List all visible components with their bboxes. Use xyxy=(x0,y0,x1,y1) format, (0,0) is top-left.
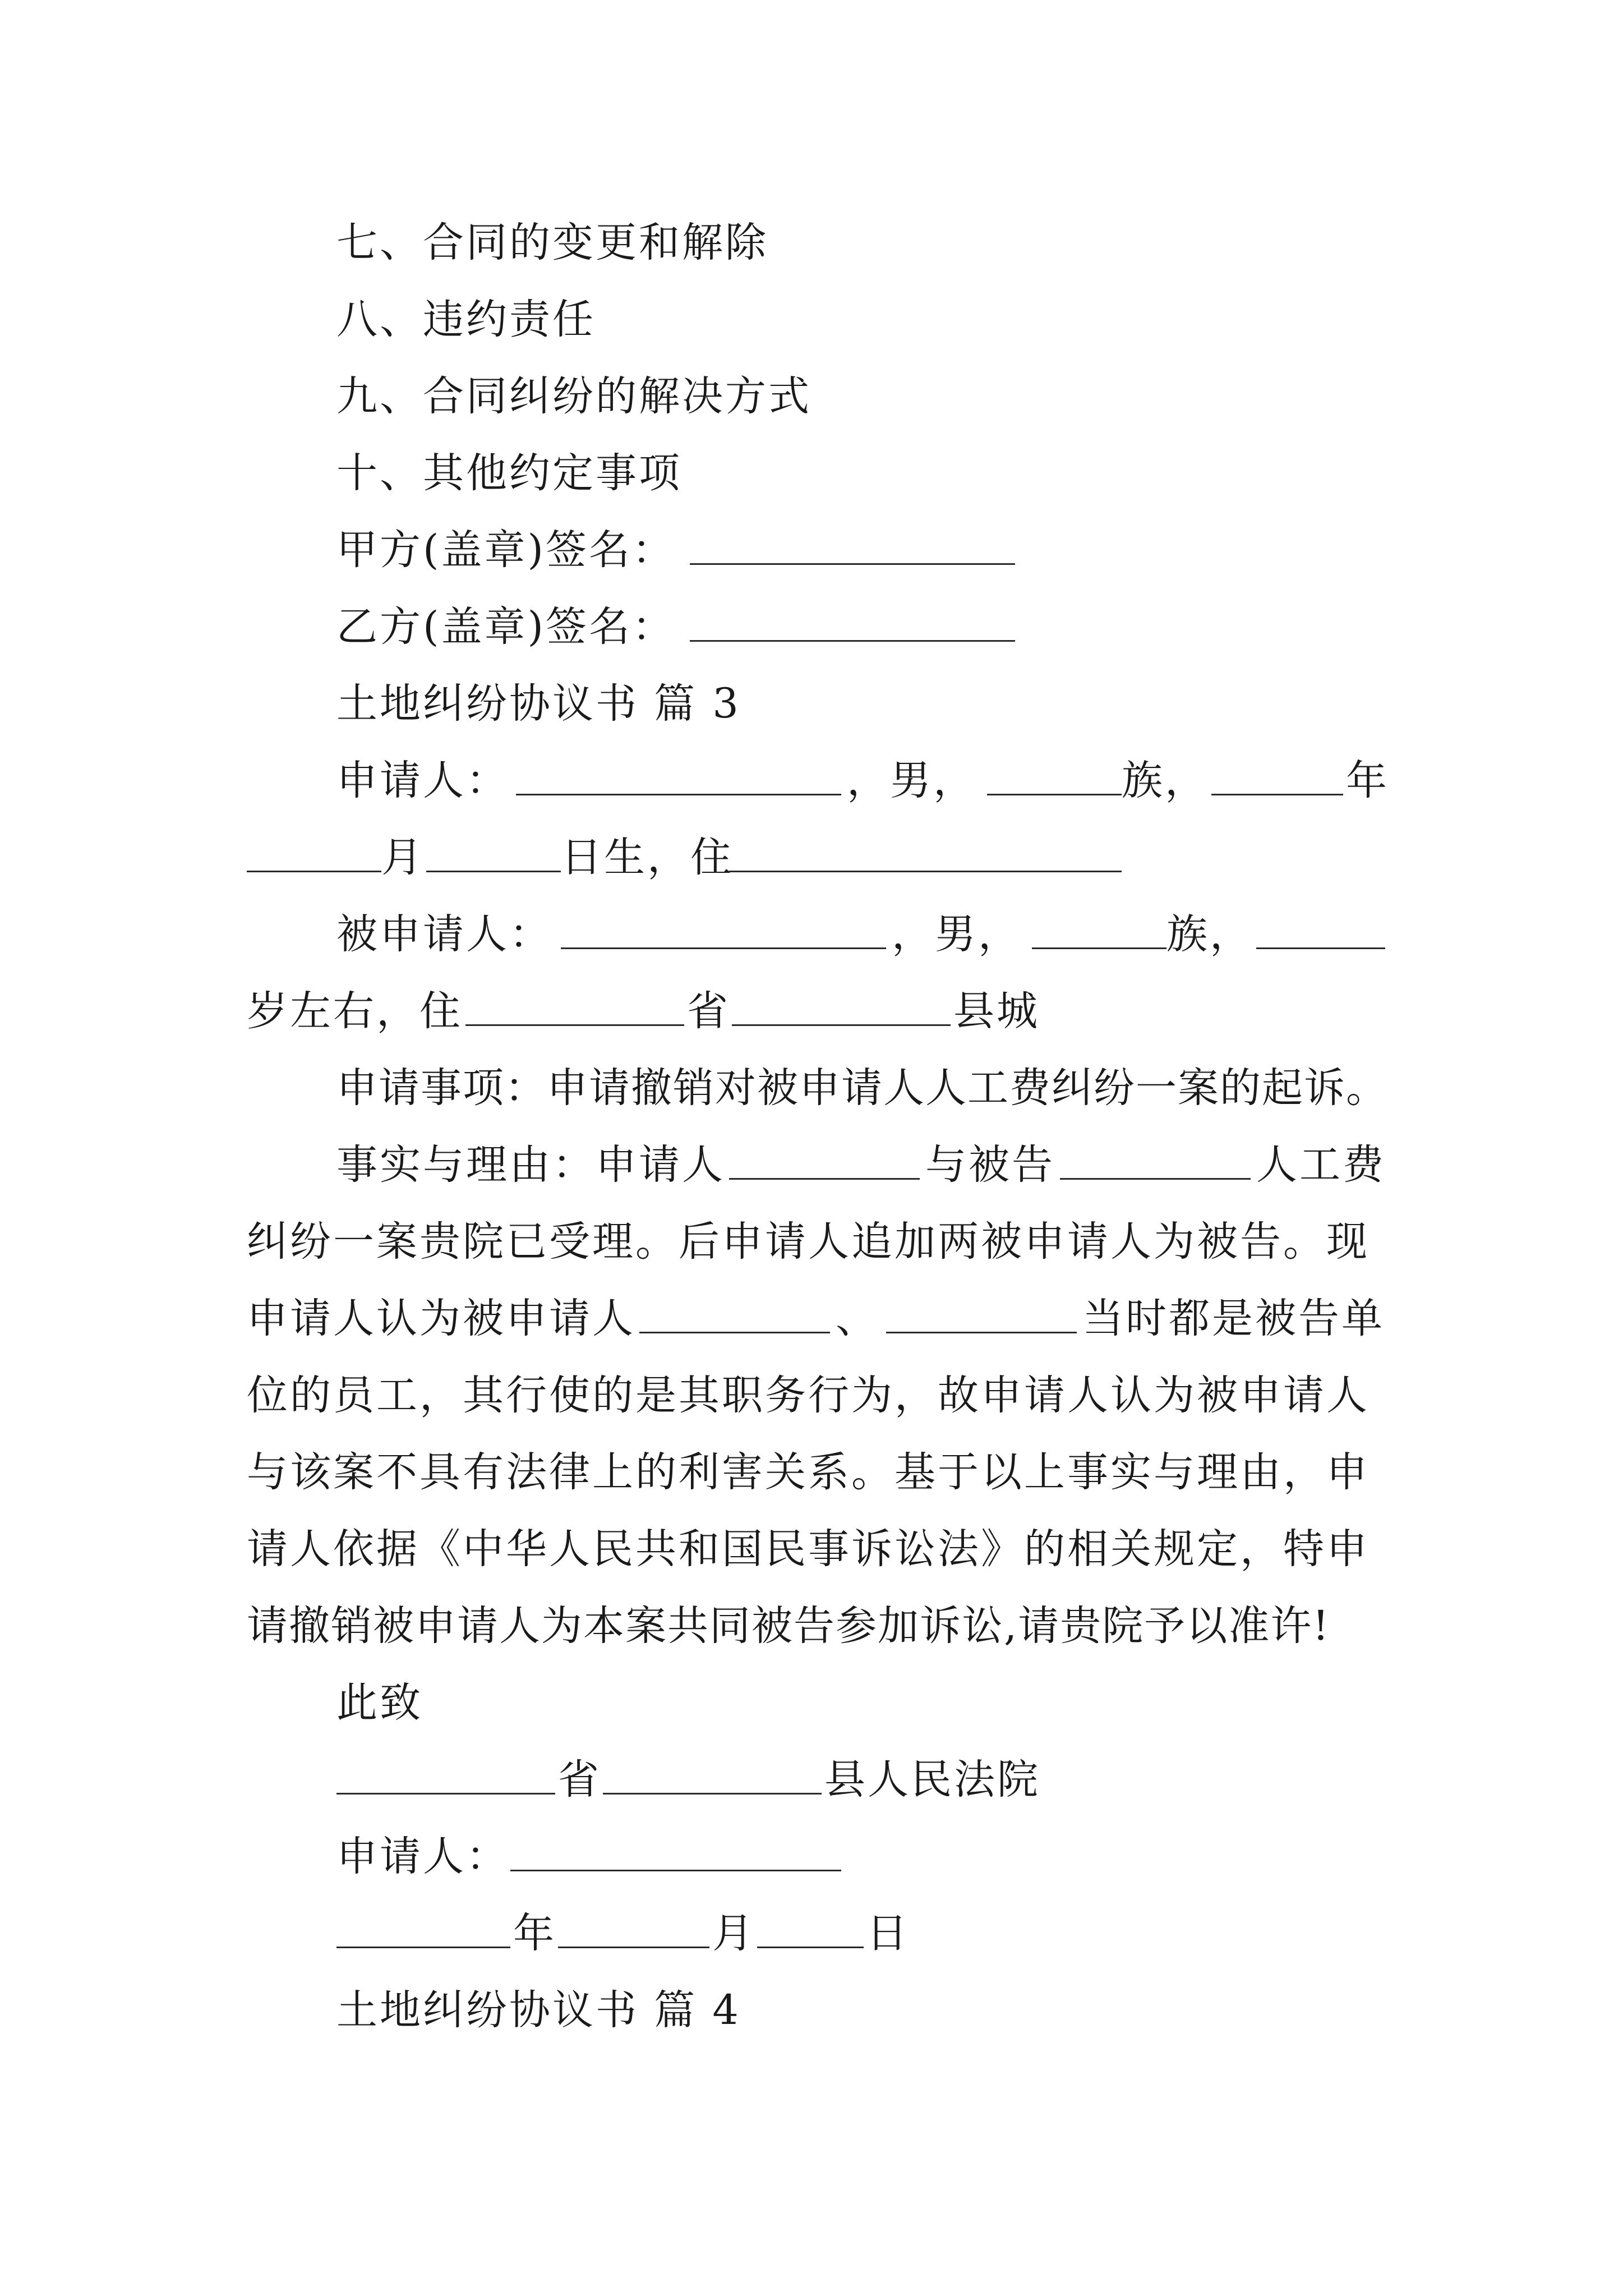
date-day-label: 日 xyxy=(866,1910,910,1957)
respondent-label: 被申请人： xyxy=(336,910,552,958)
salutation-text: 此致 xyxy=(336,1679,423,1727)
respondent-age-residence: 岁左右，住 xyxy=(247,987,463,1035)
facts-labor-fee: 人工费 xyxy=(1256,1141,1386,1189)
party-b-label: 乙方(盖章)签名： xyxy=(336,603,675,651)
applicant-ethnicity-label: 族， xyxy=(1122,757,1208,804)
date-year-label: 年 xyxy=(513,1910,556,1957)
respondent-county-label: 县城 xyxy=(953,987,1040,1035)
closing-applicant-blank xyxy=(510,1870,841,1871)
court-county-blank xyxy=(603,1793,822,1795)
facts-respondent-2-blank xyxy=(886,1332,1077,1333)
respondent-line-1 xyxy=(0,904,1623,965)
court-province-blank xyxy=(336,1793,555,1795)
facts-text-2: 纠纷一案贵院已受理。后申请人追加两被申请人为被告。现 xyxy=(247,1218,1370,1266)
applicant-address-blank xyxy=(729,871,1122,872)
court-address xyxy=(0,1749,1623,1811)
respondent-province-blank xyxy=(465,1024,684,1026)
facts-text-4: 位的员工，其行使的是其职务行为，故申请人认为被申请人 xyxy=(247,1372,1370,1419)
respondent-county-blank xyxy=(732,1024,951,1026)
item-nine xyxy=(0,366,1623,427)
facts-applicant-blank xyxy=(729,1178,920,1180)
applicant-birth-residence: 日生，住 xyxy=(561,834,734,881)
date-day-blank xyxy=(757,1947,864,1948)
item-eight-text: 八、违约责任 xyxy=(336,296,596,343)
applicant-month-label: 月 xyxy=(381,834,425,881)
respondent-name-blank xyxy=(561,947,886,949)
item-eight xyxy=(0,289,1623,351)
section-heading-3-text: 土地纠纷协议书 篇 3 xyxy=(336,680,741,728)
section-heading-4 xyxy=(0,1980,1623,2041)
respondent-age-blank xyxy=(1256,947,1385,949)
applicant-year-label: 年 xyxy=(1346,757,1389,804)
facts-text-3b: 当时都是被告单 xyxy=(1082,1295,1385,1342)
respondent-line-2 xyxy=(0,981,1623,1042)
party-a-label: 甲方(盖章)签名： xyxy=(336,526,675,574)
date-month-blank xyxy=(558,1947,709,1948)
facts-respondent-1-blank xyxy=(639,1332,830,1333)
closing-applicant xyxy=(0,1826,1623,1888)
facts-with-defendant: 与被告 xyxy=(925,1141,1055,1189)
facts-line-7 xyxy=(0,1595,1623,1657)
closing-applicant-label: 申请人： xyxy=(336,1833,509,1880)
facts-line-6 xyxy=(0,1519,1623,1580)
section-heading-4-text: 土地纠纷协议书 篇 4 xyxy=(336,1986,741,2034)
item-seven-text: 七、合同的变更和解除 xyxy=(336,219,768,266)
facts-text-5: 与该案不具有法律上的利害关系。基于以上事实与理由，申 xyxy=(247,1448,1370,1496)
applicant-day-blank xyxy=(426,871,561,872)
respondent-gender: ，男， xyxy=(892,910,1021,958)
facts-text-6: 请人依据《中华人民共和国民事诉讼法》的相关规定，特申 xyxy=(247,1525,1370,1573)
facts-separator: 、 xyxy=(836,1295,879,1342)
party-a-signature-blank xyxy=(690,563,1015,565)
party-b-signature xyxy=(0,596,1623,658)
respondent-ethnicity-label: 族， xyxy=(1166,910,1253,958)
date-year-blank xyxy=(336,1947,510,1948)
facts-line-2 xyxy=(0,1211,1623,1273)
facts-text-7: 请撤销被申请人为本案共同被告参加诉讼,请贵院予以准许! xyxy=(247,1602,1330,1650)
applicant-ethnicity-blank xyxy=(987,794,1122,795)
salutation xyxy=(0,1672,1623,1734)
respondent-ethnicity-blank xyxy=(1032,947,1166,949)
party-b-signature-blank xyxy=(690,640,1015,642)
application-matter xyxy=(0,1057,1623,1119)
item-nine-text: 九、合同纠纷的解决方式 xyxy=(336,372,811,420)
applicant-label: 申请人： xyxy=(336,757,509,804)
facts-line-5 xyxy=(0,1442,1623,1503)
party-a-signature xyxy=(0,519,1623,581)
respondent-province-label: 省 xyxy=(687,987,730,1035)
item-seven xyxy=(0,212,1623,274)
section-heading-3 xyxy=(0,673,1623,735)
court-name: 县人民法院 xyxy=(824,1756,1040,1803)
facts-defendant-blank xyxy=(1060,1178,1251,1180)
applicant-month-blank xyxy=(247,871,381,872)
applicant-year-blank xyxy=(1211,794,1343,795)
application-matter-text: 申请事项：申请撤销对被申请人人工费纠纷一案的起诉。 xyxy=(336,1064,1388,1112)
court-province-label: 省 xyxy=(558,1756,601,1803)
applicant-gender: ，男， xyxy=(847,757,976,804)
applicant-line-2 xyxy=(0,827,1623,889)
applicant-line-1 xyxy=(0,750,1623,812)
facts-line-3 xyxy=(0,1288,1623,1350)
facts-line-4 xyxy=(0,1365,1623,1427)
facts-intro: 事实与理由：申请人 xyxy=(336,1141,725,1189)
facts-text-3a: 申请人认为被申请人 xyxy=(247,1295,635,1342)
item-ten xyxy=(0,443,1623,504)
closing-date xyxy=(0,1903,1623,1964)
item-ten-text: 十、其他约定事项 xyxy=(336,449,682,497)
date-month-label: 月 xyxy=(712,1910,755,1957)
applicant-name-blank xyxy=(516,794,841,795)
facts-line-1 xyxy=(0,1134,1623,1196)
